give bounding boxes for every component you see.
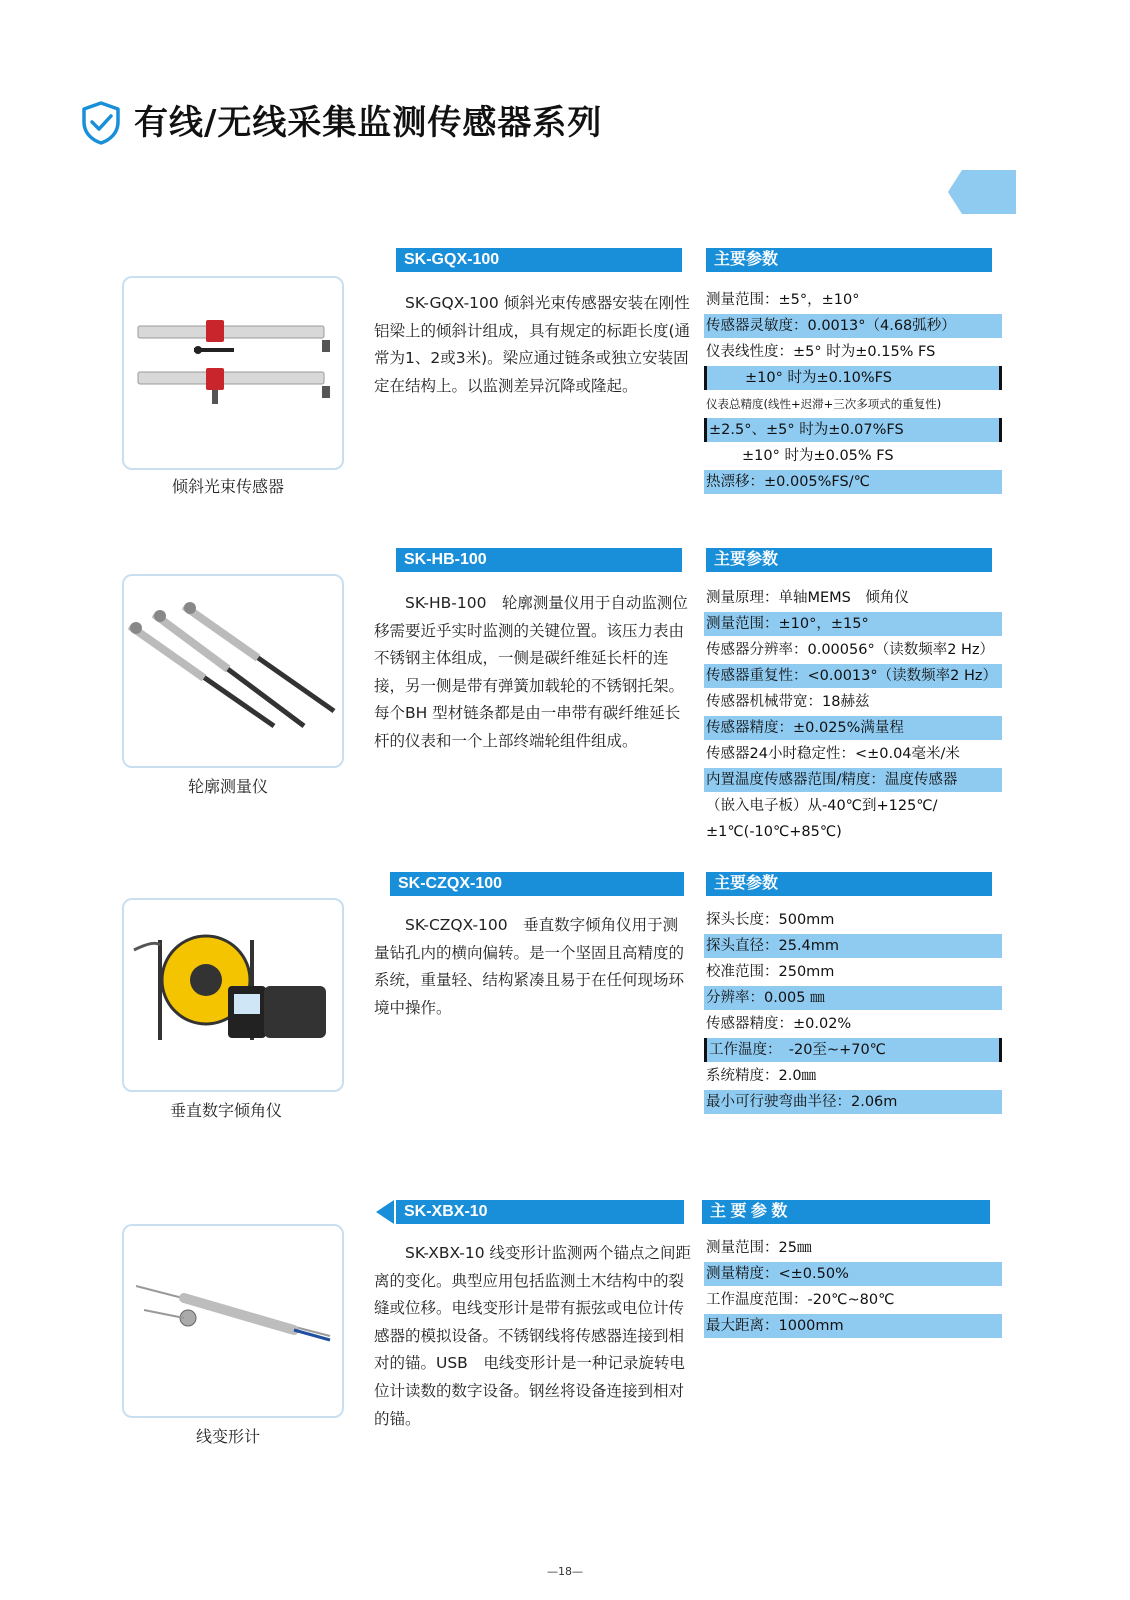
- param-row: 测量范围：25㎜: [706, 1240, 812, 1256]
- param-row: 工作温度范围：-20℃~80℃: [706, 1292, 895, 1308]
- param-row: 测量精度：<±0.50%: [704, 1262, 1002, 1286]
- product-description: SK-CZQX-100 垂直数字倾角仪用于测量钻孔内的横向偏转。是一个坚固且高精度的系统，重量轻、结构紧凑且易于在任何现场环境中操作。: [374, 916, 685, 1017]
- product-photo-profile-gauge: [122, 574, 344, 768]
- param-row: ±1℃(-10℃+85℃): [706, 824, 842, 840]
- product-model-header: [396, 248, 682, 272]
- product-description: SK-HB-100 轮廓测量仪用于自动监测位移需要近乎实时监测的关键位置。该压力表由不锈钢主体组成，一侧是碳纤维延长杆的连接，另一侧是带有弹簧加载轮的不锈钢托架。每个BH 型材链条都是由一串带有碳纤维延长杆的仪表和一个上部终端轮组件组成。: [374, 594, 688, 750]
- param-row: 校准范围：250mm: [706, 964, 835, 980]
- params-list: [704, 908, 1002, 1116]
- product-model: SK-HB-100: [404, 551, 487, 568]
- param-row: 测量原理：单轴MEMS 倾角仪: [706, 590, 909, 606]
- param-row: 传感器分辨率：0.00056°（读数频率2 Hz）: [706, 642, 995, 658]
- params-header: 主要参数: [706, 248, 992, 272]
- params-list: [704, 1236, 1002, 1340]
- product-photo-wire-extensometer: [122, 1224, 344, 1418]
- param-row: ±10° 时为±0.10%FS: [704, 366, 1002, 390]
- param-row: 仪表线性度：±5° 时为±0.15% FS: [706, 344, 936, 360]
- params-header: 主要参数: [706, 548, 992, 572]
- product-photo-vertical-inclinometer: [122, 898, 344, 1092]
- param-row: （嵌入电子板）从-40℃到+125℃/: [706, 798, 938, 814]
- corner-tab-decoration: [948, 170, 1016, 214]
- params-list: [704, 586, 1002, 846]
- product-model: SK-GQX-100: [404, 251, 500, 268]
- product-caption: 倾斜光束传感器: [171, 477, 284, 496]
- param-row: 最大距离：1000mm: [704, 1314, 1002, 1338]
- param-row: 最小可行驶弯曲半径：2.06m: [704, 1090, 1002, 1114]
- product-description: SK-GQX-100 倾斜光束传感器安装在刚性铝梁上的倾斜计组成，具有规定的标距长度(通常为1、2或3米)。梁应通过链条或独立安装固定在结构上。以监测差异沉降或隆起。: [374, 294, 691, 395]
- param-row: 热漂移：±0.005%FS/℃: [704, 470, 1002, 494]
- product-caption: 垂直数字倾角仪: [169, 1101, 282, 1120]
- param-row: 测量范围：±5°，±10°: [706, 292, 860, 308]
- param-row: 传感器灵敏度：0.0013°（4.68弧秒）: [704, 314, 1002, 338]
- param-row: 传感器精度：±0.025%满量程: [704, 716, 1002, 740]
- param-row: 内置温度传感器范围/精度：温度传感器: [704, 768, 1002, 792]
- param-row: 系统精度：2.0㎜: [706, 1068, 817, 1084]
- params-header: 主要参数: [706, 872, 992, 896]
- product-model: SK-XBX-10: [404, 1203, 488, 1220]
- params-header: 主 要 参 数: [702, 1200, 990, 1224]
- param-row: 工作温度： -20至~+70℃: [704, 1038, 1002, 1062]
- page-title: 有线/无线采集监测传感器系列: [134, 103, 603, 143]
- param-row: 传感器重复性：<0.0013°（读数频率2 Hz）: [704, 664, 1002, 688]
- product-caption: 线变形计: [195, 1427, 260, 1446]
- param-row: ±10° 时为±0.05% FS: [742, 448, 894, 464]
- shield-check-icon: [80, 100, 122, 146]
- product-model-header: [390, 872, 684, 896]
- param-row: 探头直径：25.4mm: [704, 934, 1002, 958]
- page-number: —18—: [547, 1565, 583, 1578]
- product-description: SK-XBX-10 线变形计监测两个锚点之间距离的变化。典型应用包括监测土木结构中的裂缝或位移。电线变形计是带有振弦或电位计传感器的模拟设备。不锈钢线将传感器连接到相对的锚。USB 电线变形计是一种记录旋转电位计读数的数字设备。钢丝将设备连接到相对的锚。: [374, 1244, 692, 1428]
- params-list: [704, 288, 1002, 496]
- product-model-header: [396, 1200, 684, 1224]
- product-model: SK-CZQX-100: [398, 875, 503, 892]
- product-photo-tilt-beam: [122, 276, 344, 470]
- param-row: 仪表总精度(线性+迟滞+三次多项式的重复性): [706, 397, 942, 411]
- param-row: 探头长度：500mm: [706, 912, 835, 928]
- param-row: 传感器机械带宽：18赫兹: [706, 694, 870, 710]
- param-row: 测量范围：±10°，±15°: [704, 612, 1002, 636]
- triangle-marker-icon: [376, 1200, 394, 1224]
- param-row: 传感器精度：±0.02%: [706, 1016, 852, 1032]
- product-caption: 轮廓测量仪: [187, 777, 268, 796]
- param-row: 分辨率：0.005 ㎜: [704, 986, 1002, 1010]
- product-model-header: [396, 548, 682, 572]
- param-row: 传感器24小时稳定性：<±0.04毫米/米: [706, 746, 960, 762]
- param-row: ±2.5°、±5° 时为±0.07%FS: [704, 418, 1002, 442]
